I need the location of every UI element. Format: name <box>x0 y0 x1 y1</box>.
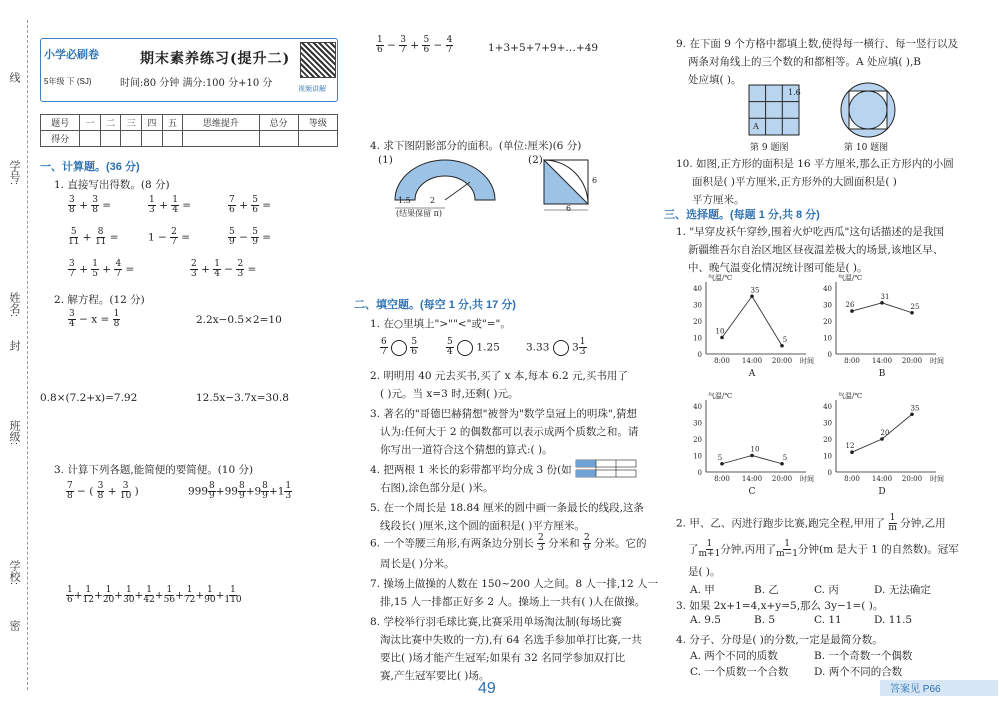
side-label-seal: 封 <box>8 340 20 351</box>
data-point <box>850 450 854 454</box>
grid-cell-A: A <box>753 122 759 131</box>
data-point <box>880 437 884 441</box>
score-head: 等级 <box>298 115 337 131</box>
dim-6b: 6 <box>566 204 572 213</box>
data-label: 20 <box>880 429 890 437</box>
s4-question: 4. 求下图阴影部分的面积。(单位:厘米)(6 分) <box>370 140 582 152</box>
brand: 小学必刷卷 <box>44 49 99 61</box>
calc-7: $\frac{3}{7}$ + $\frac{1}{5}$ + $\frac{4}{7}$ = <box>69 259 135 279</box>
s2-q3c: 你写出一道符合这个猜想的算式:( )。 <box>380 444 553 456</box>
y-tick-label: 20 <box>823 318 832 326</box>
score-head: 五 <box>162 115 183 131</box>
data-point <box>910 311 914 315</box>
x-axis-label: 时间 <box>800 357 814 365</box>
s1-q2: 2. 解方程。(12 分) <box>54 294 145 306</box>
q3-opt-d[interactable]: D. 11.5 <box>874 614 913 626</box>
s3-q2a: 2. 甲、乙、丙进行跑步比赛,跑完全程,甲用了 $\frac{1}{m}$ 分钟,乙用 <box>676 513 946 533</box>
x-tick-label: 8:00 <box>714 357 730 365</box>
y-tick-label: 30 <box>693 301 702 310</box>
score-head: 一 <box>80 115 101 131</box>
q4-opt-d[interactable]: D. 两个不同的合数 <box>814 666 903 678</box>
series-line <box>722 296 782 346</box>
calc-4: $\frac{5}{11}$ + $\frac{8}{11}$ = <box>68 227 119 247</box>
x-tick-label: 14:00 <box>871 475 893 483</box>
y-tick-label: 20 <box>693 318 702 326</box>
y-tick-label: 20 <box>823 436 832 444</box>
s2-q4b: 右图),涂色部分是( )米。 <box>380 482 494 494</box>
q4-opt-b[interactable]: B. 一个奇数一个偶数 <box>814 650 913 662</box>
y-axis-label: 气温/℃ <box>838 392 863 400</box>
y-tick-label: 10 <box>823 452 832 461</box>
x-axis-label: 时间 <box>930 357 944 365</box>
x-tick-label: 8:00 <box>844 475 860 483</box>
side-label-school: 学校: <box>8 560 20 586</box>
s3-q3: 3. 如果 2x+1=4,x+y=5,那么 3y−1=( )。 <box>676 600 884 612</box>
cut-line <box>27 20 28 690</box>
x-tick-label: 20:00 <box>901 475 923 483</box>
calc3-d: $\frac{1}{6}$ − $\frac{3}{7}$ + $\frac{5}{6}$ − $\frac{4}{7}$ <box>377 35 453 55</box>
x-tick-label: 14:00 <box>871 357 893 365</box>
score-cell[interactable] <box>80 131 101 147</box>
calc-8: $\frac{2}{3}$ + $\frac{1}{4}$ − $\frac{2}{3}$ = <box>191 259 257 279</box>
score-cell[interactable] <box>298 131 337 147</box>
x-tick-label: 8:00 <box>714 475 730 483</box>
s2-q2b: ( )元。当 x=3 时,还剩( )元。 <box>380 388 519 400</box>
s2-q3b: 认为:任何大于 2 的偶数都可以表示成两个质数之和。请 <box>380 426 639 438</box>
score-head: 二 <box>100 115 121 131</box>
y-tick-label: 40 <box>823 285 832 293</box>
y-tick-label: 10 <box>693 452 702 461</box>
page-title: 期末素养练习(提升二) <box>140 51 291 67</box>
fig2-label: (2) <box>528 154 543 166</box>
q2-opt-a[interactable]: A. 甲 <box>690 584 715 596</box>
s9-q9a: 9. 在下面 9 个方格中都填上数,使得每一横行、每一竖行以及 <box>676 38 959 50</box>
eq-2b: 12.5x−3.7x=30.8 <box>196 392 289 404</box>
x-tick-label: 14:00 <box>741 357 763 365</box>
data-point <box>850 309 854 313</box>
s3-q1b: 新疆维吾尔自治区地区昼夜温差极大的场景,该地区早、 <box>688 244 944 256</box>
q4-opt-c[interactable]: C. 一个质数一个合数 <box>690 666 789 678</box>
x-tick-label: 20:00 <box>901 357 923 365</box>
calc3-c: 1+3+5+7+9+…+49 <box>488 42 599 54</box>
side-label-line: 线 <box>8 72 20 83</box>
q3-opt-c[interactable]: C. 11 <box>814 614 842 626</box>
x-tick-label: 8:00 <box>844 357 860 365</box>
eq-1b: 2.2x−0.5×2=10 <box>196 314 282 326</box>
s2-q8d: 赛,产生冠军要比( )场。 <box>380 670 490 682</box>
side-label-id: 学号: <box>8 160 20 186</box>
data-point <box>910 412 914 416</box>
s2-q7a: 7. 操场上做操的人数在 150~200 人之间。8 人一排,12 人一 <box>370 578 658 590</box>
side-label-class: 班级: <box>8 420 20 446</box>
s9-q9b: 两条对角线上的三个数的和都相等。A 处应填( ),B <box>688 56 922 68</box>
x-axis-label: 时间 <box>930 475 944 483</box>
score-cell[interactable] <box>121 131 142 147</box>
fig-note: (结果保留 π) <box>396 209 443 218</box>
data-label: 5 <box>782 453 788 462</box>
compare-circle[interactable] <box>391 340 407 356</box>
s1-q1: 1. 直接写出得数。(8 分) <box>54 179 170 191</box>
q4-opt-a[interactable]: A. 两个不同的质数 <box>690 650 778 662</box>
data-label: 10 <box>715 327 725 336</box>
calc-1: $\frac{3}{8}$ + $\frac{3}{8}$ = <box>69 195 112 215</box>
dim-1-5: 1.5 <box>398 196 411 205</box>
s3-q1c: 中、晚气温变化情况统计图可能是( )。 <box>688 262 868 274</box>
y-tick-label: 40 <box>823 403 832 411</box>
score-head: 总分 <box>259 115 298 131</box>
score-head: 三 <box>121 115 142 131</box>
side-label-secret: 密 <box>8 620 20 631</box>
grade-label: 5年级 下 (SJ) <box>44 77 92 86</box>
data-label: 31 <box>880 292 890 301</box>
data-point <box>780 344 784 348</box>
s2-q5a: 5. 在一个周长是 18.84 厘米的圆中画一条最长的线段,这条 <box>370 502 644 514</box>
s2-q2a: 2. 明明用 40 元去买书,买了 x 本,每本 6.2 元,买书用了 <box>370 370 628 382</box>
y-tick-label: 0 <box>697 351 702 359</box>
side-label-name: 姓名: <box>8 292 20 318</box>
compare-3: 3.33 3 $\frac{1}{3}$ <box>526 337 586 357</box>
chart-A <box>680 272 820 384</box>
y-tick-label: 0 <box>827 351 832 359</box>
grid-cell-1-6: 1.6 <box>788 88 801 97</box>
s9-q10b: 面积是( )平方厘米,正方形外的大圆面积是( ) <box>692 176 897 188</box>
dim-2: 2 <box>430 196 436 205</box>
chart-letter: A <box>748 369 756 379</box>
y-tick-label: 20 <box>693 436 702 444</box>
fig1-label: (1) <box>378 154 393 166</box>
chart-letter: C <box>748 487 756 497</box>
score-label: 得分 <box>41 131 80 147</box>
s9-q9c: 处应填( )。 <box>688 74 742 86</box>
q2-opt-b[interactable]: B. 乙 <box>754 584 779 596</box>
data-point <box>880 301 884 305</box>
binding-column <box>0 0 38 707</box>
eq-1a: $\frac{3}{4}$ − x = $\frac{1}{8}$ <box>69 309 120 329</box>
chart-B <box>810 272 950 384</box>
score-cell[interactable] <box>100 131 121 147</box>
page-subtitle: 时间:80 分钟 满分:100 分+10 分 <box>120 78 273 89</box>
dim-6a: 6 <box>592 176 598 185</box>
s9-q10c: 平方厘米。 <box>692 194 745 206</box>
chart-C <box>680 390 820 502</box>
score-head: 思维提升 <box>183 115 259 131</box>
data-label: 35 <box>910 404 920 413</box>
chart-letter: D <box>878 487 886 497</box>
y-tick-label: 0 <box>697 469 702 477</box>
x-tick-label: 20:00 <box>771 475 793 483</box>
ribbon-figure <box>574 458 638 480</box>
data-point <box>720 462 724 466</box>
data-label: 10 <box>750 445 760 454</box>
q3-opt-a[interactable]: A. 9.5 <box>690 614 721 626</box>
score-head: 四 <box>142 115 163 131</box>
score-head: 题号 <box>41 115 80 131</box>
s3-q1a: 1. "早穿皮袄午穿纱,围着火炉吃西瓜"这句话描述的是我国 <box>676 226 944 238</box>
calc-3: $\frac{7}{6}$ + $\frac{5}{6}$ = <box>229 195 272 215</box>
data-point <box>720 336 724 340</box>
chart-letter: B <box>878 369 886 379</box>
s3-q2b: 了 $\frac{1}{m+1}$ 分钟,丙用了 $\frac{1}{m-1}$ 分钟(m 是大于 1 的自然数)。冠军 <box>688 539 959 559</box>
calc3-a: $\frac{7}{8}$ − ( $\frac{3}{8}$ + $\frac{3}{10}$ ) <box>67 481 139 501</box>
y-axis-label: 气温/℃ <box>708 392 733 400</box>
section-3-title: 三、选择题。(每题 1 分,共 8 分) <box>664 209 820 221</box>
eq-2a: 0.8×(7.2+x)=7.92 <box>40 392 138 404</box>
y-tick-label: 30 <box>823 301 832 310</box>
s1-q3: 3. 计算下列各题,能简便的要简便。(10 分) <box>54 464 254 476</box>
caption-9: 第 9 题图 <box>750 143 789 153</box>
s2-q4a: 4. 把两根 1 米长的彩带都平均分成 3 份(如 <box>370 464 572 476</box>
chart-D <box>810 390 950 502</box>
calc-5: 1 − $\frac{2}{7}$ = <box>148 227 191 247</box>
calc-6: $\frac{5}{9}$ − $\frac{5}{9}$ = <box>229 227 272 247</box>
compare-circle[interactable] <box>457 340 473 356</box>
q2-opt-d[interactable]: D. 无法确定 <box>874 584 931 596</box>
s3-q4: 4. 分子、分母是( )的分数,一定是最简分数。 <box>676 634 883 646</box>
data-point <box>780 462 784 466</box>
data-point <box>750 454 754 458</box>
qr-label: 视频讲解 <box>298 86 326 93</box>
y-tick-label: 40 <box>693 403 702 411</box>
qr-code-icon <box>300 42 336 78</box>
y-axis-label: 气温/℃ <box>838 274 863 282</box>
y-tick-label: 10 <box>693 334 702 343</box>
score-cell[interactable] <box>183 131 259 147</box>
q3-opt-b[interactable]: B. 5 <box>754 614 776 626</box>
x-tick-label: 14:00 <box>741 475 763 483</box>
y-tick-label: 40 <box>693 285 702 293</box>
q2-opt-c[interactable]: C. 丙 <box>814 584 839 596</box>
compare-1: $\frac{6}{7}$ $\frac{5}{6}$ <box>381 337 418 357</box>
x-tick-label: 20:00 <box>771 357 793 365</box>
calc-2: $\frac{1}{3}$ + $\frac{1}{4}$ = <box>149 195 192 215</box>
s2-q8a: 8. 学校举行羽毛球比赛,比赛采用单场淘汰制(每场比赛 <box>370 616 622 628</box>
data-label: 35 <box>750 286 760 295</box>
calc3-e: $\frac{1}{6}$ + $\frac{1}{12}$ + $\frac{1}{20}$ + $\frac{1}{30}$ + $\frac{1}{42}$ + $\frac{1}{56}$ + $\frac{1}{72}$ + $\frac{1}{90}$ + $\frac{1}{110}$ <box>67 585 242 605</box>
data-label: 5 <box>782 335 788 344</box>
circle-square-figure <box>840 82 896 138</box>
s2-q7b: 排,15 人一排都正好多 2 人。操场上一共有( )人在做操。 <box>380 596 646 608</box>
score-cell[interactable] <box>259 131 298 147</box>
y-axis-label: 气温/℃ <box>708 274 733 282</box>
s2-q8b: 淘汰比赛中失败的一方),有 64 名选手参加单打比赛,一共 <box>380 634 642 646</box>
section-1-title: 一、计算题。(36 分) <box>40 161 140 173</box>
score-cell[interactable] <box>142 131 163 147</box>
x-axis-label: 时间 <box>800 475 814 483</box>
s2-q6a: 6. 一个等腰三角形,有两条边分别长 $\frac{2}{3}$ 分米和 $\frac{2}{9}$ 分米。它的 <box>370 533 647 553</box>
calc3-b: 999 $\frac{8}{9}$ +99 $\frac{8}{9}$ +9 $\frac{8}{9}$ +1 $\frac{1}{3}$ <box>188 481 292 501</box>
answer-ref[interactable]: 答案见 P66 <box>880 680 998 696</box>
s2-q1: 1. 在○里填上">""<"或"="。 <box>370 318 511 330</box>
y-tick-label: 30 <box>693 419 702 428</box>
s3-q2c: 是( )。 <box>688 566 721 578</box>
s9-q10a: 10. 如图,正方形的面积是 16 平方厘米,那么正方形内的小圆 <box>676 158 954 170</box>
data-label: 5 <box>717 453 723 462</box>
s2-q5b: 线段长( )厘米,这个圆的面积是( )平方厘米。 <box>380 520 585 532</box>
score-table <box>40 114 338 147</box>
y-tick-label: 10 <box>823 334 832 343</box>
s2-q3a: 3. 著名的"哥德巴赫猜想"被誉为"数学皇冠上的明珠",猜想 <box>370 408 638 420</box>
data-label: 12 <box>845 442 855 451</box>
caption-10: 第 10 题图 <box>844 143 889 153</box>
y-tick-label: 0 <box>827 469 832 477</box>
s2-q6b: 周长是( )分米。 <box>380 558 455 570</box>
data-point <box>750 294 754 298</box>
section-2-title: 二、填空题。(每空 1 分,共 17 分) <box>354 299 516 311</box>
data-label: 25 <box>910 302 920 311</box>
compare-circle[interactable] <box>553 340 569 356</box>
compare-2: $\frac{5}{4}$ 1.25 <box>447 337 500 357</box>
data-label: 26 <box>845 301 855 310</box>
s2-q8c: 要比( )场才能产生冠军;如果有 32 名同学参加双打比 <box>380 652 626 664</box>
y-tick-label: 30 <box>823 419 832 428</box>
page-number: 49 <box>478 680 496 697</box>
score-cell[interactable] <box>162 131 183 147</box>
